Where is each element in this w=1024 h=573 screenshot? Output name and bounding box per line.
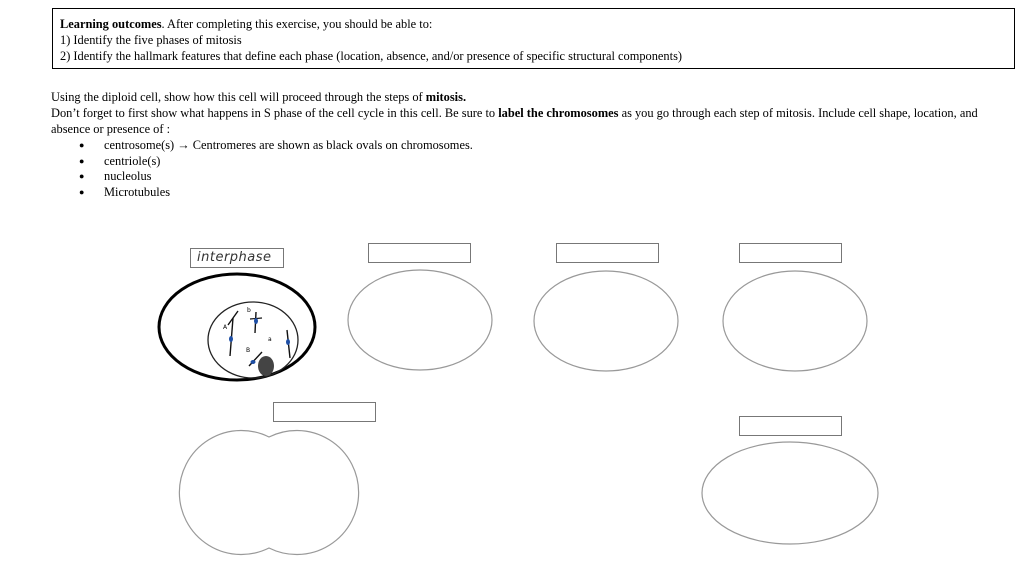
list-item: ● centriole(s): [51, 153, 1016, 169]
chromosome-label: b: [247, 307, 251, 314]
list-item: ● Microtubules: [51, 184, 1016, 200]
outcome-item-2: 2) Identify the hallmark features that define each phase (location, absence, and/or presence of specific structural components): [60, 49, 683, 63]
outcome-item-1: 1) Identify the five phases of mitosis: [60, 33, 242, 47]
centromere: [254, 318, 258, 324]
nucleolus: [258, 356, 274, 376]
empty-cell-outline-2: [348, 270, 492, 370]
list-item: ● nucleolus: [51, 168, 1016, 184]
nucleus-envelope: [208, 302, 298, 378]
chromosome-label: B: [246, 347, 251, 354]
instruction-text: Using the diploid cell, show how this cell will proceed through the steps of: [51, 90, 426, 104]
empty-cell-outline-6: [702, 442, 878, 544]
handwritten-label-interphase: interphase: [197, 250, 272, 265]
instruction-text: Don’t forget to first show what happens in S phase of the cell cycle in this cell. Be sure to: [51, 106, 499, 120]
instruction-text: as you go through each step of mitosis. Include cell shape, location, and absence or presence of :: [51, 106, 978, 136]
empty-cell-outline-4: [723, 271, 867, 371]
centromere: [286, 339, 290, 345]
list-item: ● centrosome(s) → Centromeres are shown as black ovals on chromosomes.: [51, 137, 1016, 153]
chromosome-label: A: [223, 324, 228, 331]
outcomes-heading: Learning outcomes: [60, 17, 162, 31]
chromosome-label: a: [268, 336, 272, 343]
instruction-bold-label: label the chromosomes: [498, 106, 619, 120]
outcomes-intro: . After completing this exercise, you should be able to:: [161, 17, 433, 31]
interphase-cell-membrane: [159, 274, 315, 380]
dividing-cell-outline: [179, 430, 358, 554]
centromere: [229, 336, 233, 342]
empty-cell-outline-3: [534, 271, 678, 371]
centromere: [251, 360, 256, 364]
instruction-bold-mitosis: mitosis.: [425, 90, 467, 104]
